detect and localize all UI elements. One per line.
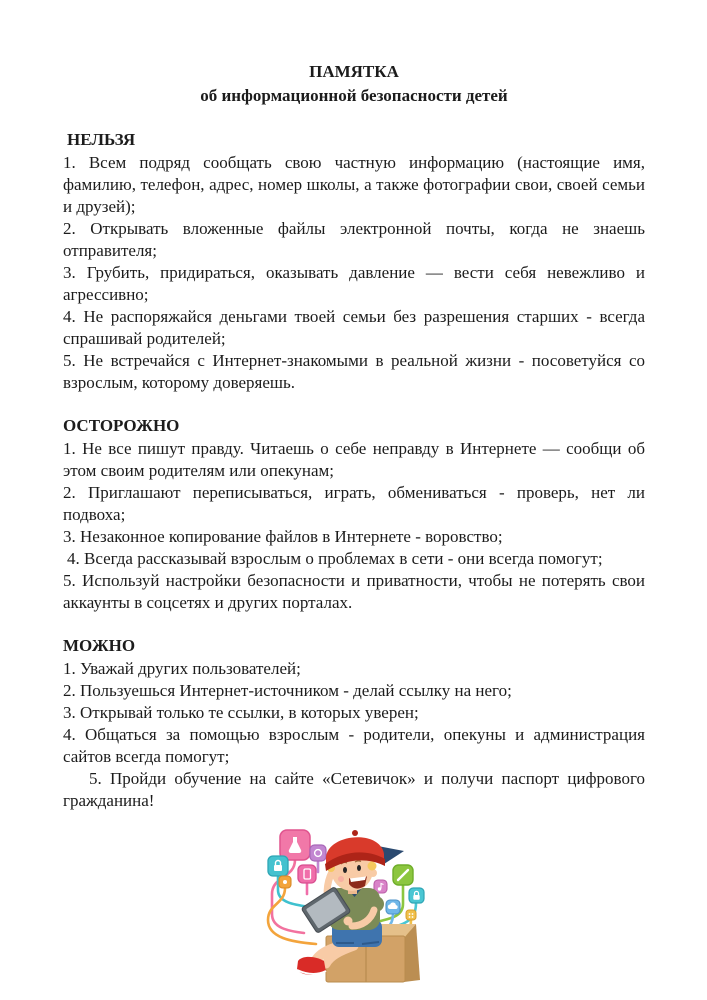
ostorozhno-item-1: 1. Не все пишут правду. Читаешь о себе неправду в Интернете — сообщи об этом своим родителям или опекунам;: [63, 439, 645, 480]
nelzya-item-3: 3. Грубить, придираться, оказывать давление — вести себя невежливо и агрессивно;: [63, 263, 645, 304]
chat-icon: [279, 876, 291, 888]
ostorozhno-item-4: 4. Всегда рассказывай взрослым о проблемах в сети - они всегда помогут;: [67, 549, 603, 568]
game-icon: [310, 845, 326, 861]
nelzya-item-2: 2. Открывать вложенные файлы электронной почты, когда не знаешь отправителя;: [63, 219, 645, 260]
section-nelzya-heading: НЕЛЬЗЯ: [67, 130, 136, 149]
phone-icon: [298, 865, 316, 883]
hand: [344, 917, 353, 926]
nelzya-item-5: 5. Не встречайся с Интернет-знакомыми в реальной жизни - посоветуйся со взрослым, которому доверяешь.: [63, 351, 645, 392]
section-mozhno: [63, 634, 645, 812]
mozhno-item-5: 5. Пройди обучение на сайте «Сетевичок» и получи паспорт цифрового гражданина!: [63, 769, 645, 810]
page-title: ПАМЯТКА: [309, 62, 399, 81]
cloud-icon: [386, 900, 400, 914]
mozhno-item-2: 2. Пользуешься Интернет-источником - делай ссылку на него;: [63, 681, 512, 700]
ostorozhno-item-2: 2. Приглашают переписываться, играть, обмениваться - проверь, нет ли подвоха;: [63, 483, 645, 524]
section-ostorozhno-heading: ОСТОРОЖНО: [63, 416, 180, 435]
mozhno-item-3: 3. Открывай только те ссылки, в которых уверен;: [63, 703, 419, 722]
science-flask-icon: [280, 830, 310, 860]
padlock-icon: [409, 888, 424, 903]
pencil-icon: [393, 865, 413, 885]
lock-left-icon: [268, 856, 288, 876]
section-mozhno-heading: МОЖНО: [63, 636, 136, 655]
page-subtitle: об информационной безопасности детей: [200, 86, 508, 105]
keyboard-icon: [406, 910, 416, 920]
section-nelzya: [63, 128, 645, 394]
ostorozhno-item-3: 3. Незаконное копирование файлов в Интернете - воровство;: [63, 527, 503, 546]
mozhno-item-4: 4. Общаться за помощью взрослым - родители, опекуны и администрация сайтов всегда помогут;: [63, 725, 645, 766]
nelzya-item-4: 4. Не распоряжайся деньгами твоей семьи без разрешения старших - всегда спрашивай родителей;: [63, 307, 645, 348]
section-ostorozhno: [63, 414, 645, 614]
mozhno-item-1: 1. Уважай других пользователей;: [63, 659, 301, 678]
ostorozhno-item-5: 5. Используй настройки безопасности и приватности, чтобы не потерять свои аккаунты в соцсетях и других порталах.: [63, 571, 645, 612]
nelzya-item-1: 1. Всем подряд сообщать свою частную информацию (настоящие имя, фамилию, телефон, адрес, номер школы, а также фотографии свои, своей семьи и друзей);: [63, 153, 645, 216]
illustration-boy-with-tablet: [262, 818, 472, 1000]
